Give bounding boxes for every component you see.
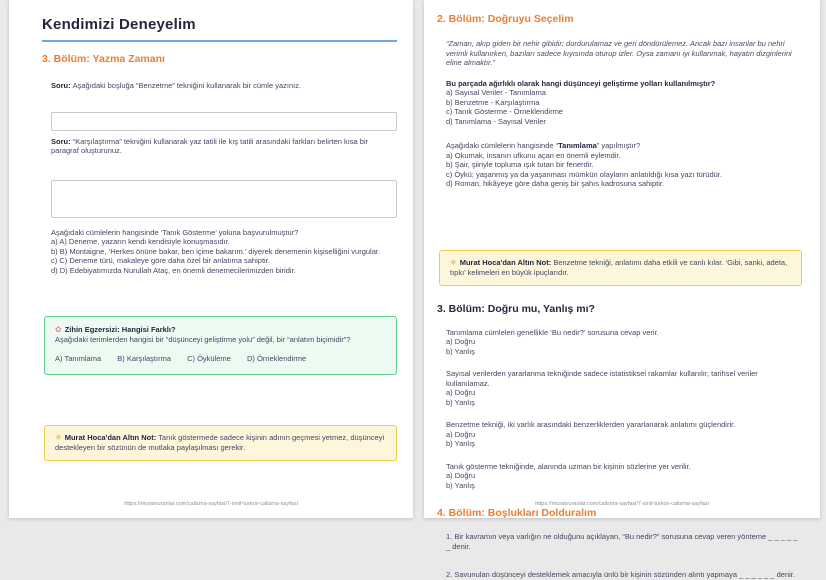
mc-question: Aşağıdaki cümlelerin hangisinde ‘Tanık Gösterme’ yoluna başvurulmuştur? (51, 227, 299, 237)
exercise-option-a: A) Tanımlama (55, 354, 102, 363)
rq2-question: Aşağıdaki cümlelerin hangisinde “Tanımlama” yapılmıştır? (446, 141, 641, 150)
mind-exercise-box (44, 316, 397, 375)
mc-option-a: a) A) Deneme, yazarın kendi kendisiyle konuşmasıdır. (51, 237, 230, 246)
tf-statement: Sayısal verilerden yararlanma tekniğinde sadece istatistiksel rakamlar kullanılır, tarihsel veriler kullanılamaz. (446, 369, 758, 388)
tf-statement: Tanık gösterme tekniğinde, alanında uzman bir kişinin sözlerine yer verilir. (446, 461, 691, 471)
answer-box-1[interactable] (51, 112, 397, 131)
writing-question-2 (51, 137, 397, 156)
tf-item-3 (446, 420, 802, 449)
golden-note-box (44, 425, 397, 461)
exercise-option-c: C) Öyküleme (187, 354, 231, 363)
title-divider (42, 40, 397, 42)
rq1-option-b: b) Benzetme - Karşılaştırma (446, 97, 540, 107)
note-text: Tanık göstermede sadece kişinin adının geçmesi yetmez, düşünceyi destekleyen bir sözünün de mutlaka paylaşılması gerekir. (55, 433, 385, 452)
tf-option-false: b) Yanlış (446, 439, 475, 448)
fill-item-2: 2. Savunulan düşünceyi desteklemek amacıyla ünlü bir kişinin sözünden alıntı yapmaya _ _ _ _ _ _ denir. (446, 570, 795, 579)
exercise-options (55, 354, 386, 364)
exercise-question: Aşağıdaki terimlerden hangisi bir “düşünceyi geliştirme yolu” değil, bir “anlatım biçimidir”? (55, 335, 351, 344)
mc-question-block (51, 228, 397, 276)
section-heading-true-false: 3. Bölüm: Doğru mu, Yanlış mı? (437, 302, 595, 315)
rq1-option-c: c) Tanık Gösterme - Örneklendirme (446, 107, 563, 116)
section-heading-fill-blanks: 4. Bölüm: Boşlukları Dolduralım (437, 507, 597, 519)
question-label: Soru: (51, 81, 71, 90)
flower-icon: ✿ (55, 325, 62, 334)
tf-statement: Benzetme tekniği, iki varlık arasındaki benzerliklerden yararlanarak anlatımı güçlendirir. (446, 420, 736, 429)
exercise-title: Zihin Egzersizi: Hangisi Farklı? (64, 325, 176, 334)
question-text: Aşağıdaki boşluğa “Benzetme” tekniğini kullanarak bir cümle yazınız. (72, 81, 302, 90)
tf-option-false: b) Yanlış (446, 480, 475, 490)
exercise-option-b: B) Karşılaştırma (117, 354, 171, 363)
mc-option-c: c) C) Deneme türü, makaleye göre daha özel bir anlatıma sahiptir. (51, 256, 270, 265)
worksheet-page-right (424, 0, 820, 579)
rq2-option-c: c) Öykü; yaşanmış ya da yaşanması mümkün olayların anlatıldığı kısa yazı türüdür. (446, 169, 722, 179)
tf-option-true: a) Doğru (446, 388, 476, 397)
rq2-option-b: b) Şair, şiiriyle topluma ışık tutan bir fenerdir. (446, 160, 594, 169)
tf-option-true: a) Doğru (446, 471, 476, 480)
page-title: Kendimizi Deneyelim (42, 16, 196, 33)
fill-item-1: 1. Bir kavramın veya varlığın ne olduğunu açıklayan, “Bu nedir?” sorusuna cevap veren yönteme _ _ _ _ _ _ denir. (446, 532, 798, 551)
rq1-option-d: d) Tanımlama - Sayısal Veriler (446, 116, 546, 126)
rq2-option-d: d) Roman, hikâyeye göre daha geniş bir şahıs kadrosuna sahiptir. (446, 179, 665, 188)
rq1-question: Bu parçada ağırlıklı olarak hangi düşünceyi geliştirme yolları kullanılmıştır? (446, 78, 716, 88)
tf-item-1 (446, 328, 802, 357)
mc-option-b: b) B) Montaigne, ‘Herkes önüne bakar, ben içime bakarım.’ diyerek denemenin kişiselliğini vurgular. (51, 246, 381, 256)
writing-question-1 (51, 81, 397, 91)
rq1-options (446, 88, 802, 126)
section-heading-choose-correct: 2. Bölüm: Doğruyu Seçelim (437, 13, 574, 25)
page-footer-url: https://muratvuranlar.com/calisma-sayfasi/7-sinif-turkce-calisma-sayfasi (124, 501, 298, 507)
tf-item-4 (446, 462, 802, 491)
rq2-bold-term: Tanımlama (558, 141, 597, 150)
quote-paragraph: “Zaman, akıp giden bir nehir gibidir; durdurulamaz ve geri döndürülemez. Ancak bazı insanlar bu nehri verimli kullanırken, bazıları sadece kıyısında oturup izler. Oysa zamanı iyi kullanmak, hayatın dizginlerini eline almaktır.” (446, 39, 792, 67)
tf-item-2 (446, 369, 802, 407)
rq1-option-a: a) Sayısal Veriler - Tanımlama (446, 88, 546, 97)
tf-option-false: b) Yanlış (446, 397, 475, 407)
exercise-option-d: D) Örneklendirme (246, 354, 307, 363)
note-label: Murat Hoca'dan Altın Not: (459, 257, 552, 267)
tf-statement: Tanımlama cümleleri genellikle ‘Bu nedir?’ sorusuna cevap verir. (446, 327, 659, 337)
note-label: Murat Hoca'dan Altın Not: (64, 433, 157, 442)
rq2-option-a: a) Okumak, insanın ufkunu açan en önemli eylemdir. (446, 150, 621, 160)
star-icon: ✳ (55, 433, 62, 442)
page-footer-url: https://muratvuranlar.com/calisma-sayfasi/7-sinif-turkce-calisma-sayfasi (535, 501, 709, 507)
rq2-block (446, 141, 802, 189)
tf-option-false: b) Yanlış (446, 346, 475, 356)
question-text: “Karşılaştırma” tekniğini kullanarak yaz tatili ile kış tatili arasındaki farkları belirten kısa bir paragraf oluşturunuz. (51, 136, 369, 155)
answer-box-2[interactable] (51, 180, 397, 218)
mc-option-d: d) D) Edebiyatımızda Nurullah Ataç, en önemli denemecilerimizden biridir. (51, 265, 296, 275)
section-heading-writing: 3. Bölüm: Yazma Zamanı (42, 53, 165, 65)
star-icon: ✳ (450, 257, 457, 267)
golden-note-box (439, 250, 802, 286)
worksheet-page-left (9, 0, 413, 518)
tf-option-true: a) Doğru (446, 337, 476, 346)
question-label: Soru: (51, 136, 71, 146)
note-text: Benzetme tekniği, anlatımı daha etkili ve canlı kılar. ‘Gibi, sanki, adeta, tıpkı’ kelimeleri en büyük ipuçlarıdır. (450, 257, 788, 277)
tf-option-true: a) Doğru (446, 429, 476, 439)
